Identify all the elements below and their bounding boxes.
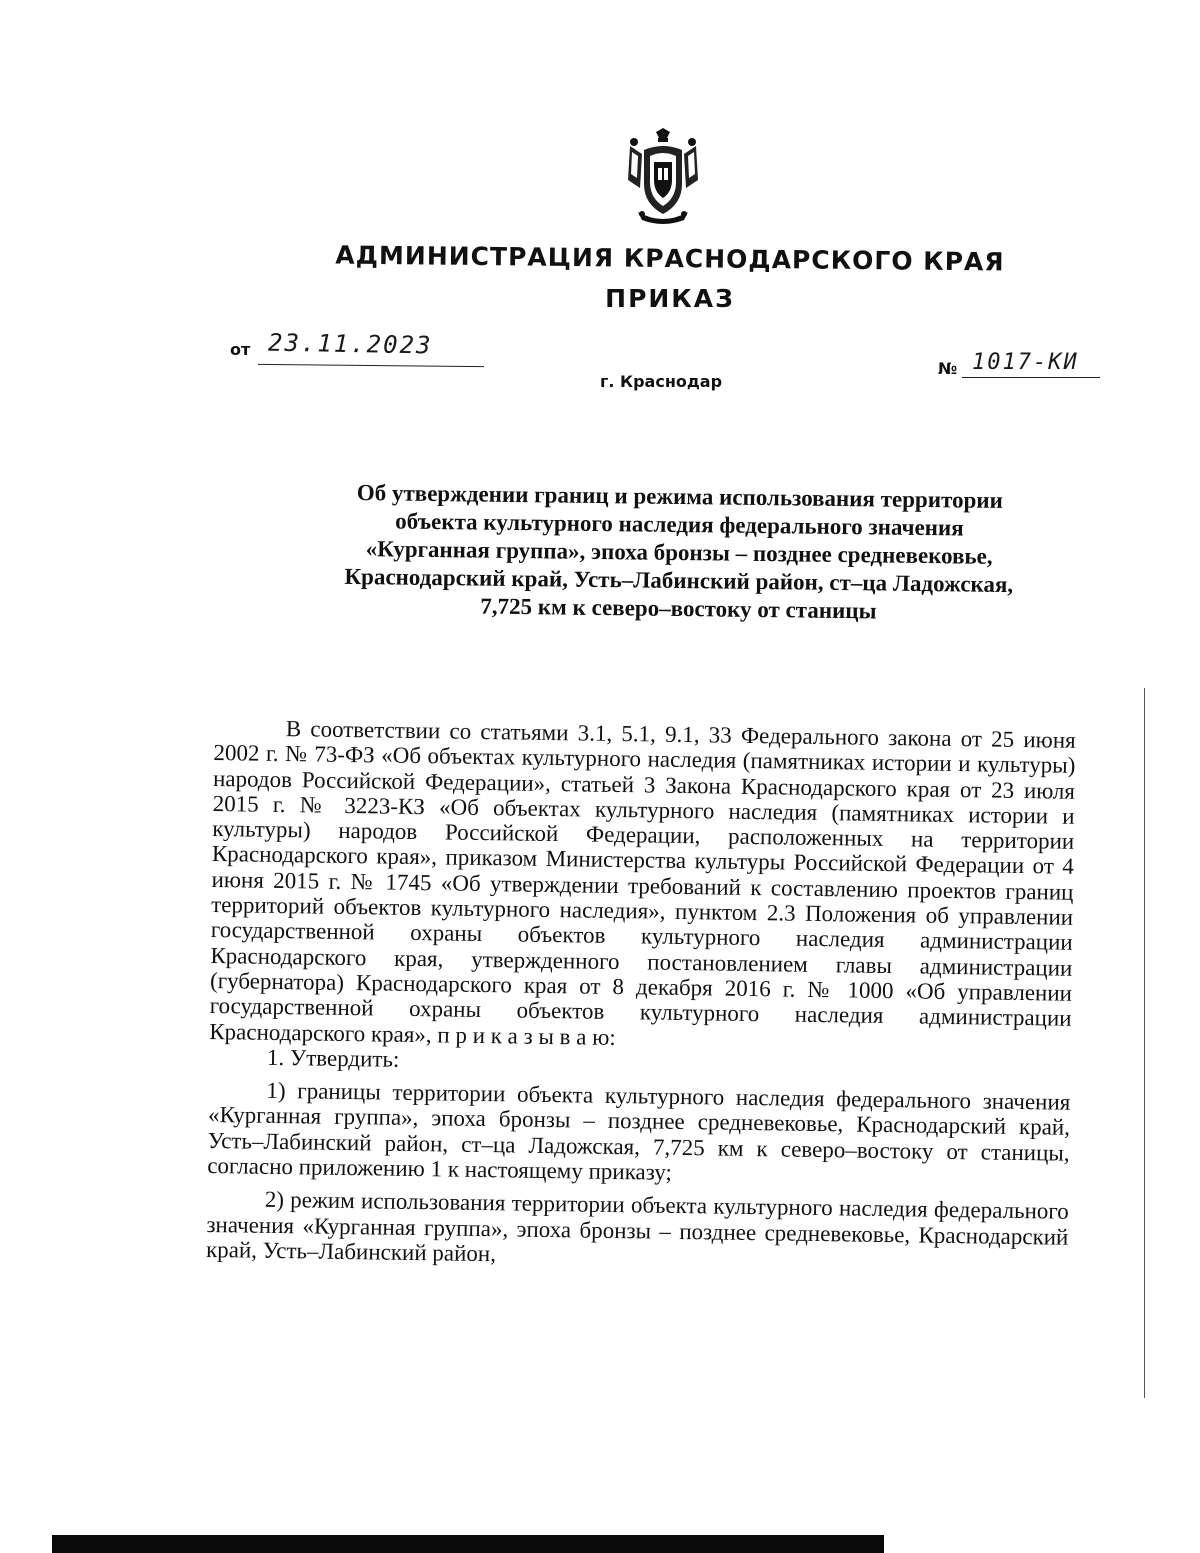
number-value: 1017-КИ	[972, 350, 1079, 375]
date-value: 23.11.2023	[267, 328, 433, 360]
city-label: г. Краснодар	[600, 372, 723, 391]
scan-margin-line	[1144, 688, 1145, 1398]
subject-line: объекта культурного наследия федерального значения	[395, 508, 964, 541]
item-1-1-paragraph: 1) границы территории объекта культурного наследия федерального значения «Курганная группа», эпоха бронзы – позднее средневековье, Краснодарский край, Усть–Лабинский район, ст–ца Ладожская, 7,725 км к северо–востоку от станицы, согласно приложению 1 к настоящему приказу;	[207, 1077, 1071, 1185]
date-prefix: от	[230, 340, 251, 359]
subject-line: Краснодарский край, Усть–Лабинский район, ст–ца Ладожская,	[344, 563, 1014, 598]
item-1-2-paragraph: 2) режим использования территории объекта культурного наследия федерального значения «Курганная группа», эпоха бронзы – позднее средневековье, Краснодарский край, Усть–Лабинский район,	[205, 1187, 1069, 1267]
scan-bottom-edge	[52, 1535, 884, 1553]
krasnodar-coat-of-arms-icon	[620, 128, 706, 226]
date-underline	[258, 364, 484, 367]
subject-line: 7,725 км к северо–востоку от станицы	[480, 593, 877, 624]
number-underline	[962, 377, 1100, 378]
document-subject	[228, 478, 1130, 629]
preamble-paragraph: В соответствии со статьями 3.1, 5.1, 9.1, 33 Федерального закона от 25 июня 2002 г. № 73-ФЗ «Об объектах культурного наследия (памятниках истории и культуры) народов Российской Федерации», статьей 3 Закона Краснодарского края от 23 июля 2015 г. № 3223-КЗ «Об объектах культурного наследия (памятниках истории и культуры) народов Российской Федерации, расположенных на территории Краснодарского края», приказом Министерства культуры Российской Федерации от 4 июня 2015 г. № 1745 «Об утверждении требований к составлению проектов границ территорий объектов культурного наследия», пунктом 2.3 Положения об управлении государственной охраны объектов культурного наследия администрации Краснодарского края, утвержденного постановлением главы администрации (губернатора) Краснодарского края от 8 декабря 2016 г. № 1000 «Об управлении государственной охраны объектов культурного наследия администрации Краснодарского края», п р и к а з ы в а ю:	[209, 716, 1076, 1050]
subject-line: Об утверждении границ и режима использования территории	[356, 480, 1003, 513]
organization-title: АДМИНИСТРАЦИЯ КРАСНОДАРСКОГО КРАЯ	[335, 240, 1005, 277]
number-prefix: №	[938, 359, 958, 378]
item-1-heading: 1. Утвердить:	[266, 1044, 400, 1072]
subject-line: «Курганная группа», эпоха бронзы – позднее средневековье,	[365, 536, 993, 569]
document-body	[206, 715, 1076, 1275]
document-type: ПРИКАЗ	[605, 284, 735, 313]
